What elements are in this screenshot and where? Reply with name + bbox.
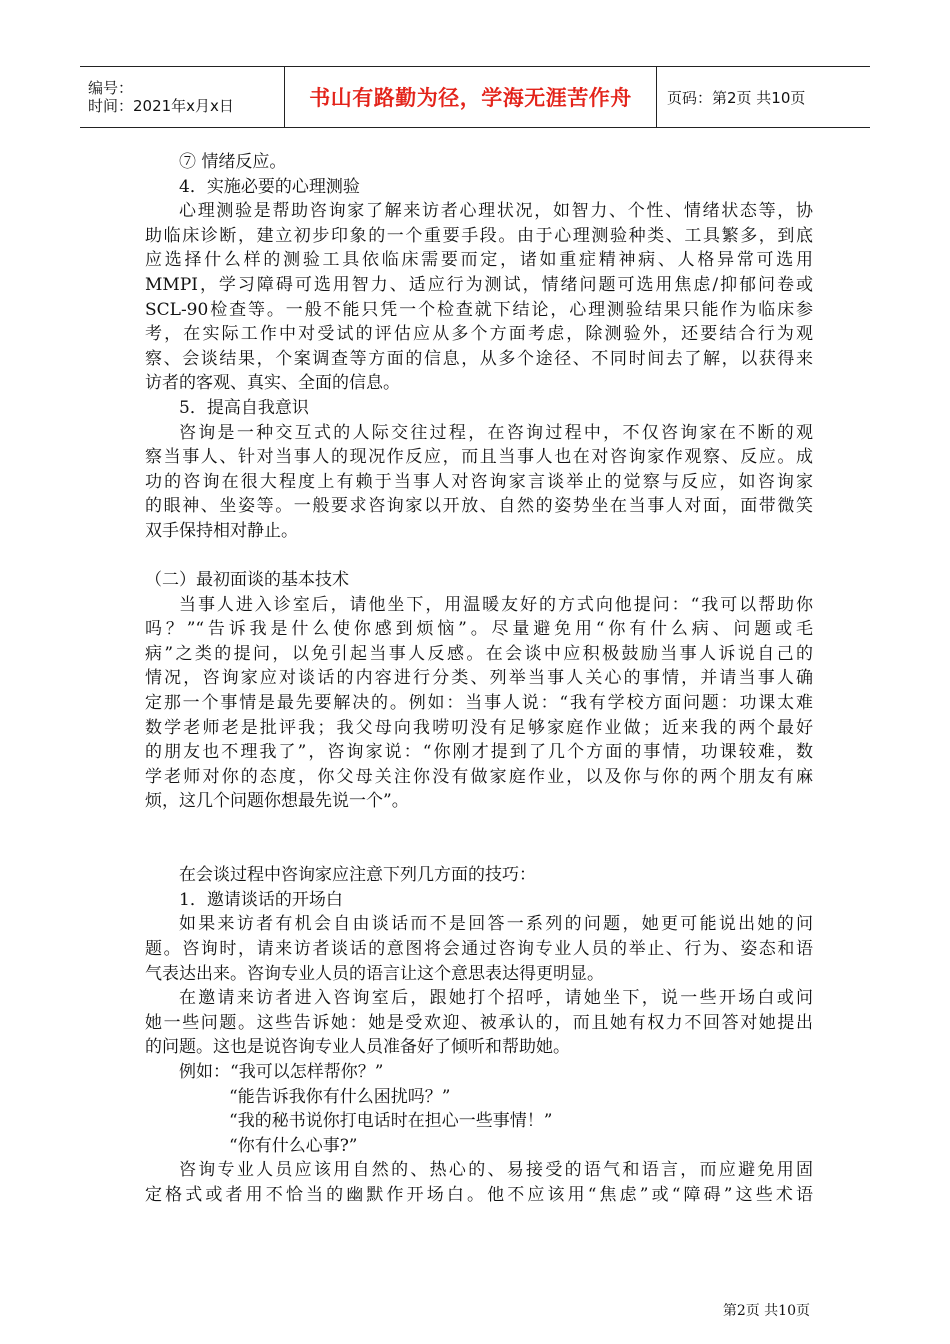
- text-line: 咨询是一种交互式的人际交往过程，在咨询过程中，不仅咨询家在不断的观: [179, 422, 813, 443]
- text-line: 在邀请来访者进入咨询室后，跟她打个招呼，请她坐下，说一些开场白或问: [179, 988, 813, 1009]
- text-line: 应选择什么样的测验工具依临床需要而定，诸如重症精神病、人格异常可选用: [145, 250, 813, 271]
- text-line: 数学老师老是批评我；我父母向我唠叨没有足够家庭作业做；近来我的两个最好: [145, 717, 813, 738]
- text-line: 题。咨询时，请来访者谈话的意图将会通过咨询专业人员的举止、行为、姿态和语: [145, 939, 813, 959]
- text-line: 的问题。这也是说咨询专业人员准备好了倾听和帮助她。: [145, 1037, 570, 1058]
- text-line: 如果来访者有机会自由谈话而不是回答一系列的问题，她更可能说出她的问: [179, 914, 813, 935]
- text-line: 她一些问题。这些告诉她：她是受欢迎、被承认的，而且她有权力不回答对她提出: [145, 1012, 813, 1033]
- header-page-number: 页码：第2页 共10页: [667, 88, 806, 107]
- example-line: “能告诉我你有什么困扰吗？”: [229, 1086, 451, 1107]
- example-line: “你有什么心事?”: [229, 1135, 358, 1156]
- page-header: [80, 66, 870, 128]
- text-line: 双手保持相对静止。: [145, 520, 298, 541]
- blank-line: [145, 839, 813, 864]
- document-number-label: 编号：: [88, 79, 134, 97]
- header-motto: 书山有路勤为径，学海无涯苦作舟: [309, 86, 632, 110]
- text-line: 烦，这几个问题你想最先说一个”。: [145, 791, 409, 812]
- text-line: 的朋友也不理我了”，咨询家说：“你刚才提到了几个方面的事情，功课较难，数: [145, 742, 813, 763]
- text-line: 的眼神、坐姿等。一般要求咨询家以开放、自然的姿势坐在当事人对面，面带微笑: [145, 496, 813, 517]
- text-line: 在会谈过程中咨询家应注意下列几方面的技巧：: [179, 865, 536, 886]
- header-motto-cell: [285, 67, 657, 127]
- text-line: SCL-90检查等。一般不能只凭一个检查就下结论，心理测验结果只能作为临床参: [145, 299, 813, 320]
- header-page-cell: [657, 67, 870, 127]
- text-line: 定那一个事情是最先要解决的。例如：当事人说：“我有学校方面问题：功课太难: [145, 693, 813, 714]
- example-line: 例如：“我可以怎样帮你？”: [179, 1061, 384, 1082]
- text-line: 当事人进入诊室后，请他坐下，用温暖友好的方式向他提问：“我可以帮助你: [179, 594, 813, 615]
- page-footer: 第2页 共10页: [722, 1303, 810, 1319]
- blank-line: [145, 814, 813, 839]
- text-line: 病”之类的提问，以免引起当事人反感。在会谈中应积极鼓励当事人诉说自己的: [145, 643, 813, 664]
- example-line: “我的秘书说你打电话时在担心一些事情！”: [229, 1111, 553, 1132]
- text-line: 咨询专业人员应该用自然的、热心的、易接受的语气和语言，而应避免用固: [179, 1160, 813, 1181]
- text-line: MMPI，学习障碍可选用智力、适应行为测试，情绪问题可选用焦虑/抑郁问卷或: [145, 274, 813, 295]
- text-line: 心理测验是帮助咨询家了解来访者心理状况，如智力、个性、情绪状态等，协: [179, 201, 813, 222]
- text-line: 情况，咨询家应对谈话的内容进行分类、列举当事人关心的事情，并请当事人确: [145, 668, 813, 689]
- text-line: 气表达出来。咨询专业人员的语言让这个意思表达得更明显。: [145, 963, 604, 984]
- text-line: 学老师对你的态度，你父母关注你没有做家庭作业，以及你与你的两个朋友有麻: [145, 766, 813, 787]
- blank-line: [145, 544, 813, 569]
- section-heading: （二）最初面谈的基本技术: [145, 570, 349, 591]
- text-line: 察当事人、针对当事人的现况作反应，而且当事人也在对咨询家作观察、反应。成: [145, 447, 813, 468]
- section-heading: 1．邀请谈话的开场白: [179, 889, 343, 910]
- section-heading: 5．提高自我意识: [179, 397, 309, 418]
- text-line: 定格式或者用不恰当的幽默作开场白。他不应该用“焦虑”或“障碍”这些术语: [145, 1184, 813, 1205]
- text-line: 察、会谈结果，个案调查等方面的信息，从多个途径、不同时间去了解，以获得来: [145, 348, 813, 369]
- header-meta: [80, 67, 285, 127]
- text-line: 访者的客观、真实、全面的信息。: [145, 373, 400, 394]
- document-date-label: 时间：2021年x月x日: [88, 97, 234, 115]
- text-line: ⑦ 情绪反应。: [179, 152, 287, 172]
- text-line: 助临床诊断，建立初步印象的一个重要手段。由于心理测验种类、工具繁多，到底: [145, 225, 813, 246]
- text-line: 功的咨询在很大程度上有赖于当事人对咨询家言谈举止的觉察与反应，如咨询家: [145, 471, 813, 492]
- document-body: [145, 150, 813, 1208]
- section-heading: 4．实施必要的心理测验: [179, 176, 360, 197]
- text-line: 考，在实际工作中对受试的评估应从多个方面考虑，除测验外，还要结合行为观: [145, 324, 813, 345]
- text-line: 吗？”“告诉我是什么使你感到烦恼”。尽量避免用“你有什么病、问题或毛: [145, 619, 813, 640]
